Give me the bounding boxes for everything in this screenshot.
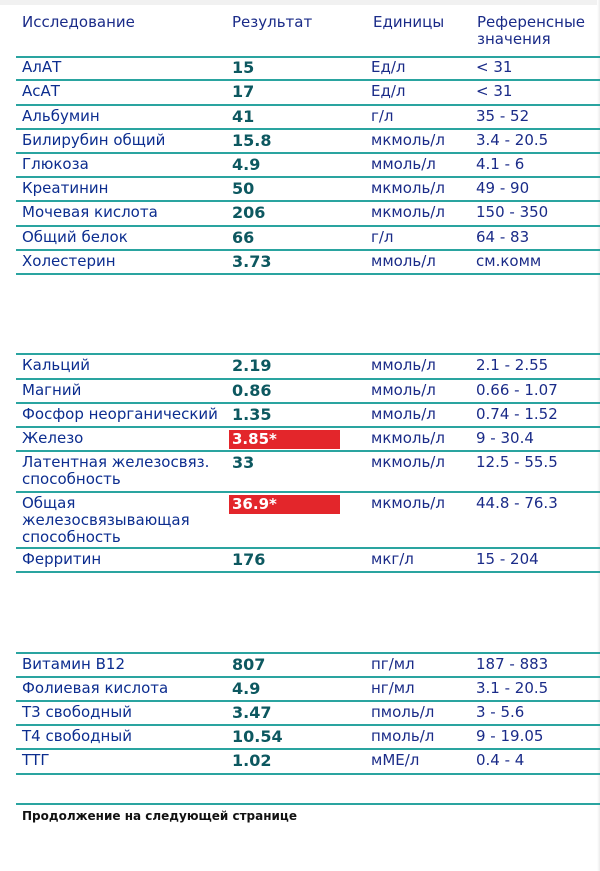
reference-range: 12.5 - 55.5 [476, 453, 558, 471]
row-separator [16, 803, 600, 805]
row-separator [16, 353, 600, 355]
row-separator [16, 200, 600, 202]
result-value: 17 [232, 82, 255, 101]
reference-range: см.комм [476, 252, 542, 270]
units: мкмоль/л [371, 131, 445, 149]
row-separator [16, 571, 600, 573]
units: мкмоль/л [371, 494, 445, 512]
test-name: Витамин В12 [22, 655, 125, 673]
row-separator [16, 700, 600, 702]
units: мМЕ/л [371, 751, 420, 769]
row-separator [16, 652, 600, 654]
reference-range: 150 - 350 [476, 203, 549, 221]
row-separator [16, 56, 600, 58]
result-value: 15 [232, 58, 255, 77]
reference-range: 44.8 - 76.3 [476, 494, 558, 512]
row-separator [16, 547, 600, 549]
header-result: Результат [232, 13, 313, 31]
units: пмоль/л [371, 703, 435, 721]
units: мкмоль/л [371, 429, 445, 447]
result-value: 41 [232, 107, 255, 126]
result-value: 4.9 [232, 679, 261, 698]
test-name: Билирубин общий [22, 131, 166, 149]
reference-range: 35 - 52 [476, 107, 530, 125]
result-value: 10.54 [232, 727, 283, 746]
reference-range: 4.1 - 6 [476, 155, 525, 173]
row-separator [16, 426, 600, 428]
row-separator [16, 378, 600, 380]
test-name: Т4 свободный [22, 727, 132, 745]
result-value: 33 [232, 453, 255, 472]
row-separator [16, 225, 600, 227]
result-value: 15.8 [232, 131, 272, 150]
test-name: ТТГ [22, 751, 50, 769]
result-value: 0.86 [232, 381, 272, 400]
test-name: Фолиевая кислота [22, 679, 169, 697]
result-value: 206 [232, 203, 266, 222]
reference-range: < 31 [476, 58, 513, 76]
header-units: Единицы [373, 13, 445, 31]
result-value: 807 [232, 655, 266, 674]
test-name: Глюкоза [22, 155, 89, 173]
row-separator [16, 176, 600, 178]
row-separator [16, 249, 600, 251]
units: ммоль/л [371, 405, 436, 423]
test-name: Ферритин [22, 550, 102, 568]
reference-range: < 31 [476, 82, 513, 100]
result-value: 176 [232, 550, 266, 569]
row-separator [16, 491, 600, 493]
units: нг/мл [371, 679, 415, 697]
row-separator [16, 104, 600, 106]
test-name: Креатинин [22, 179, 109, 197]
reference-range: 9 - 30.4 [476, 429, 534, 447]
row-separator [16, 450, 600, 452]
units: мкмоль/л [371, 203, 445, 221]
test-name: Т3 свободный [22, 703, 132, 721]
result-value: 50 [232, 179, 255, 198]
row-separator [16, 128, 600, 130]
row-separator [16, 152, 600, 154]
row-separator [16, 724, 600, 726]
result-value: 2.19 [232, 356, 272, 375]
test-name: Альбумин [22, 107, 100, 125]
result-value: 4.9 [232, 155, 261, 174]
reference-range: 0.66 - 1.07 [476, 381, 558, 399]
reference-range: 3 - 5.6 [476, 703, 525, 721]
test-name: Общий белок [22, 228, 128, 246]
result-value: 3.47 [232, 703, 272, 722]
units: мкмоль/л [371, 179, 445, 197]
units: г/л [371, 107, 394, 125]
test-name: Латентная железосвяз. способность [22, 453, 210, 488]
reference-range: 2.1 - 2.55 [476, 356, 549, 374]
units: мкмоль/л [371, 453, 445, 471]
result-value: 1.02 [232, 751, 272, 770]
reference-range: 3.4 - 20.5 [476, 131, 549, 149]
test-name: АлАТ [22, 58, 62, 76]
header-test: Исследование [22, 13, 135, 31]
table-header [0, 14, 600, 58]
units: пмоль/л [371, 727, 435, 745]
units: Ед/л [371, 82, 406, 100]
row-separator [16, 273, 600, 275]
reference-range: 9 - 19.05 [476, 727, 544, 745]
test-name: Железо [22, 429, 84, 447]
units: пг/мл [371, 655, 415, 673]
result-value-abnormal: 36.9* [229, 495, 340, 514]
reference-range: 15 - 204 [476, 550, 539, 568]
top-bar [0, 0, 600, 5]
test-name: Холестерин [22, 252, 116, 270]
result-value: 1.35 [232, 405, 272, 424]
test-name: Кальций [22, 356, 90, 374]
reference-range: 64 - 83 [476, 228, 530, 246]
units: ммоль/л [371, 356, 436, 374]
reference-range: 0.4 - 4 [476, 751, 525, 769]
units: ммоль/л [371, 155, 436, 173]
reference-range: 3.1 - 20.5 [476, 679, 549, 697]
row-separator [16, 79, 600, 81]
continuation-note: Продолжение на следующей странице [22, 809, 297, 823]
row-separator [16, 402, 600, 404]
row-separator [16, 748, 600, 750]
units: ммоль/л [371, 381, 436, 399]
test-name: Фосфор неорганический [22, 405, 218, 423]
row-separator [16, 773, 600, 775]
row-separator [16, 676, 600, 678]
result-value: 66 [232, 228, 255, 247]
test-name: Общая железосвязывающая способность [22, 494, 190, 546]
units: мкг/л [371, 550, 414, 568]
units: Ед/л [371, 58, 406, 76]
test-name: Мочевая кислота [22, 203, 158, 221]
reference-range: 0.74 - 1.52 [476, 405, 558, 423]
test-name: АсАТ [22, 82, 60, 100]
result-value: 3.73 [232, 252, 272, 271]
reference-range: 187 - 883 [476, 655, 549, 673]
header-reference: Референсные значения [477, 13, 586, 48]
units: ммоль/л [371, 252, 436, 270]
units: г/л [371, 228, 394, 246]
result-value-abnormal: 3.85* [229, 430, 340, 449]
test-name: Магний [22, 381, 82, 399]
reference-range: 49 - 90 [476, 179, 530, 197]
